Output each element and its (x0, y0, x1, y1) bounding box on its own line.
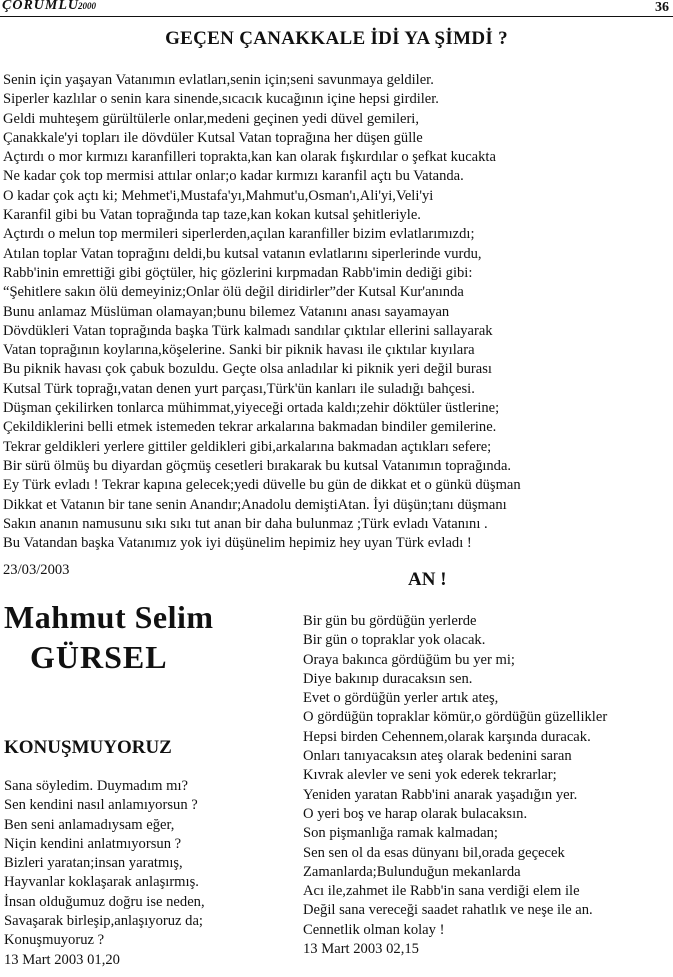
article-line: Vatan toprağının koylarına,köşelerine. Sanki bir piknik havası ile çıktılar kıyılara (3, 342, 475, 359)
poem-line: Diye bakınıp duracaksın sen. (303, 670, 473, 687)
article-line: Karanfil gibi bu Vatan toprağında tap taze,kan kokan kutsal şehitleriyle. (3, 207, 421, 224)
poem-line: Oraya bakınca gördüğüm bu yer mi; (303, 651, 515, 668)
poem-line: Acı ile,zahmet ile Rabb'in sana verdiği elem ile (303, 883, 580, 900)
poem-date: 13 Mart 2003 01,20 (4, 951, 120, 968)
article-title: GEÇEN ÇANAKKALE İDİ YA ŞİMDİ ? (165, 28, 508, 49)
poem-line: Onları tanıyacaksın ateş olarak bedenini saran (303, 748, 572, 765)
article-line: Bu piknik havası çok çabuk bozuldu. Geçte olsa anladılar ki piknik yeri değil burası (3, 361, 492, 378)
poem-left-title: KONUŞMUYORUZ (4, 737, 172, 758)
article-line: Bu Vatandan başka Vatanımız yok iyi düşünelim hepimiz hey uyan Türk evladı ! (3, 535, 472, 552)
article-line: Siperler kazlılar o senin kara sinende,sıcacık kucağının içine hepsi girdiler. (3, 91, 439, 108)
poem-right-body (303, 612, 607, 959)
article-line: Düşman çekilirken tonlarca mühimmat,yiyeceği ortada kaldı;zehir döktüler üstlerine; (3, 400, 500, 417)
poem-line: Niçin kendini anlatmıyorsun ? (4, 835, 182, 852)
article-line: Dövdükleri Vatan toprağında başka Türk kalmadı sandılar çıktılar ellerini sallayarak (3, 322, 493, 339)
article-line: Tekrar geldikleri yerlere gittiler geldikleri gibi,arkalarına bakmadan açtıkları sefere; (3, 438, 492, 455)
magazine-name: ÇORUMLU (2, 0, 80, 13)
poem-right-title: AN ! (408, 569, 447, 590)
poem-line: Konuşmuyoruz ? (4, 932, 105, 949)
poem-line: Sen kendini nasıl anlamıyorsun ? (4, 797, 198, 814)
article-line: Bunu anlamaz Müslüman olamayan;bunu bilemez Vatanını anası sayamayan (3, 303, 450, 320)
article-line: O kadar çok açtı ki; Mehmet'i,Mustafa'yı,Mahmut'u,Osman'ı,Ali'yi,Veli'yi (3, 187, 434, 204)
poem-date: 13 Mart 2003 02,15 (303, 941, 419, 958)
article-line: Ey Türk evladı ! Tekrar kapına gelecek;yedi düvelle bu gün de dikkat et o günkü düşman (3, 477, 521, 494)
poem-line: Kıvrak alevler ve seni yok ederek tekrarlar; (303, 767, 557, 784)
poem-line: İnsan olduğumuz doğru ise neden, (4, 893, 205, 910)
article-line: Kutsal Türk toprağı,vatan denen yurt parçası,Türk'ün kanları ile suladığı bahçesi. (3, 380, 475, 397)
article-line: “Şehitlere sakın ölü demeyiniz;Onlar ölü değil diridirler”der Kutsal Kur'anında (3, 284, 464, 301)
poem-line: Zamanlarda;Bulunduğun mekanlarda (303, 863, 521, 880)
article-line: Senin için yaşayan Vatanımın evlatları,senin için;seni savunmaya geldiler. (3, 72, 434, 88)
author-first-name: Mahmut Selim (4, 599, 214, 635)
poem-line: Son pişmanlığa ramak kalmadan; (303, 825, 498, 842)
article-line: Açtırdı o melun top mermileri siperlerden,açılan karanfiller bizim evlatlarımızdı; (3, 226, 475, 243)
poem-line: Cennetlik olman kolay ! (303, 921, 445, 938)
poem-line: Bir gün o topraklar yok olacak. (303, 632, 486, 649)
poem-line: Bizleri yaratan;insan yaratmış, (4, 855, 183, 872)
article-date: 23/03/2003 (3, 562, 70, 578)
article-line: Çekildiklerini belli etmek istemeden tekrar arkalarına bakmadan bindiler gemilerine. (3, 419, 497, 436)
poem-line: Hayvanlar koklaşarak anlaşırmış. (4, 874, 199, 891)
page-header (0, 0, 673, 18)
poem-line: Hepsi birden Cehennem,olarak karşında duracak. (303, 728, 591, 745)
article-line: Çanakkale'yi topları ile dövdüler Kutsal Vatan toprağına her düşen gülle (3, 129, 423, 146)
page-number: 36 (655, 0, 669, 15)
article-line: Geldi muhteşem gürültülerle onlar,medeni geçinen yedi düvel gemileri, (3, 110, 419, 127)
article-line: Sakın ananın namusunu sıkı sıkı tut anan bir daha bulunmaz ;Türk evladı Vatanını . (3, 515, 488, 532)
poem-line: Sen sen ol da esas dünyanı bil,orada geçecek (303, 844, 565, 861)
poem-line: Sana söyledim. Duymadım mı? (4, 778, 189, 794)
author-last-name: GÜRSEL (30, 639, 168, 675)
poem-line: Evet o gördüğün yerler artık ateş, (303, 690, 499, 707)
article-line: Atılan toplar Vatan toprağını deldi,bu kutsal vatanın evlatlarını siperlerinde vurdu, (3, 245, 482, 262)
article-line: Rabb'inin emrettiği gibi göçtüler, hiç gözlerini kırpmadan Rabb'imin dediği gibi: (3, 264, 473, 281)
article-line: Ne kadar çok top mermisi attılar onlar;o kadar kırmızı karanfil açtı bu Vatanda. (3, 168, 464, 185)
article-line: Bir sürü ölmüş bu diyardan göçmüş cesetleri bırakarak bu kutsal Vatanımın toprağında. (3, 457, 512, 474)
poem-line: Ben seni anlamadıysam eğer, (4, 816, 175, 833)
poem-left-body (4, 777, 205, 970)
poem-line: Bir gün bu gördüğün yerlerde (303, 613, 477, 629)
poem-line: Yeniden yaratan Rabb'ini anarak yaşadığın yer. (303, 786, 578, 803)
article-line: Açtırdı o mor kırmızı karanfilleri toprakta,kan kan olarak fışkırdılar o şefkat kucakta (3, 149, 496, 166)
article-line: Dikkat et Vatanın bir tane senin Anandır;Anadolu demiştiAtan. İyi düşün;tanı düşmanı (3, 496, 507, 513)
poem-line: Değil sana vereceği saadet rahatlık ve neşe ile an. (303, 902, 593, 919)
header-rule (0, 16, 673, 17)
article-body (3, 71, 671, 553)
magazine-year: 2000 (78, 1, 96, 11)
poem-line: O yeri boş ve harap olarak bulacaksın. (303, 805, 528, 822)
poem-line: Savaşarak birleşip,anlaşıyoruz da; (4, 913, 203, 930)
poem-line: O gördüğün topraklar kömür,o gördüğün güzellikler (303, 709, 608, 726)
